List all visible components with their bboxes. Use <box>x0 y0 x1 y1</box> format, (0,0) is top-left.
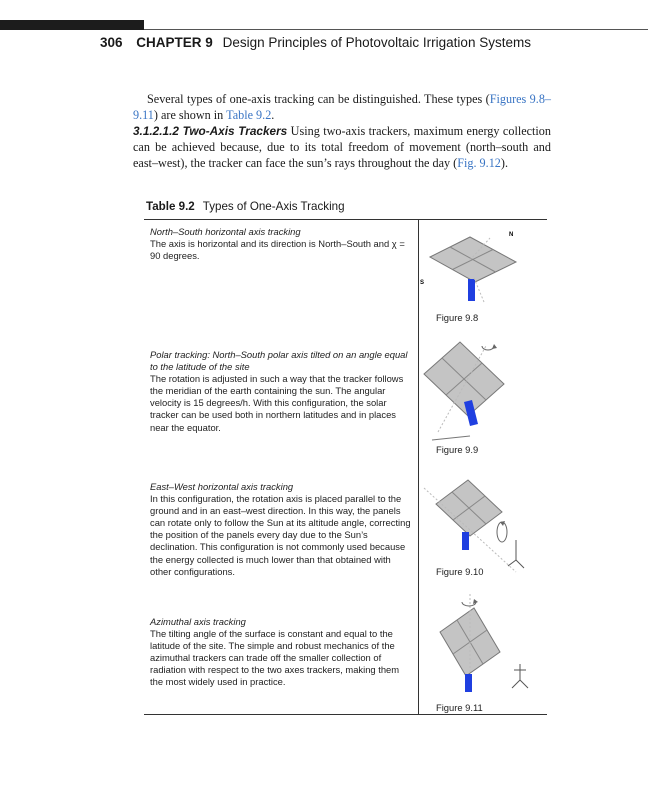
row-heading: North–South horizontal axis tracking <box>150 226 301 237</box>
chapter-label: CHAPTER 9 <box>136 35 213 50</box>
figure-9-11-image <box>420 594 535 700</box>
table-row <box>150 226 412 262</box>
row-description: The axis is horizontal and its direction is North–South and χ = 90 degrees. <box>150 238 405 262</box>
row-description: The rotation is adjusted in such a way that the tracker follows the meridian of the earth containing the sun. The angular velocity is 15 degrees/h. With this configuration, the solar tracker can be used both in northern latitudes and in places near the equator. <box>150 373 404 433</box>
table-top-rule <box>144 219 547 220</box>
table-link[interactable]: Table 9.2 <box>226 107 272 122</box>
figure-link[interactable]: Fig. 9.12 <box>457 155 501 170</box>
row-description: The tilting angle of the surface is constant and equal to the latitude of the site. The simple and robust mechanics of the azimuthal trackers can trade off the smaller collection of radiation with respect to the two axes trackers, making them the most widely used in practice. <box>150 628 400 688</box>
table-row <box>150 616 412 689</box>
figure-9-9-image <box>420 336 530 446</box>
running-header <box>100 35 531 50</box>
row-heading: Polar tracking: North–South polar axis tilted on an angle equal to the latitude of the site <box>150 349 408 373</box>
chapter-title: Design Principles of Photovoltaic Irrigation Systems <box>222 35 531 50</box>
figure-9-11-caption: Figure 9.11 <box>436 702 483 713</box>
south-label: S <box>420 280 425 286</box>
table-title <box>146 200 345 213</box>
table-label: Table 9.2 <box>146 200 195 213</box>
figure-9-9-caption: Figure 9.9 <box>436 444 479 455</box>
table-caption: Types of One-Axis Tracking <box>202 200 345 213</box>
paragraph-one-axis: Several types of one-axis tracking can be distinguished. These types (Figures 9.8–9.11) are shown in Table 9.2. <box>133 92 552 122</box>
section-heading: 3.1.2.1.2 Two-Axis Trackers <box>133 123 288 138</box>
figure-9-8-caption: Figure 9.8 <box>436 312 479 323</box>
figure-9-8-image <box>420 222 530 310</box>
paragraph-two-axis: 3.1.2.1.2 Two-Axis Trackers Using two-axis trackers, maximum energy collection can be achieved because, due to its total freedom of movement (north–south and east–west), the tracker can face the sun’s rays throughout the day (Fig. 9.12). <box>133 123 551 170</box>
header-rule <box>144 29 648 30</box>
table-column-divider <box>418 219 419 715</box>
row-heading: Azimuthal axis tracking <box>150 616 246 627</box>
figures-link[interactable]: Figures 9.8–9.11 <box>133 92 552 122</box>
north-label: N <box>509 232 514 238</box>
page-number: 306 <box>100 35 123 50</box>
figure-9-10-image <box>420 476 530 576</box>
table-row <box>150 481 412 578</box>
figure-9-10-caption: Figure 9.10 <box>436 566 484 577</box>
body-text <box>133 92 551 172</box>
table-bottom-rule <box>144 714 547 715</box>
header-bar <box>0 20 144 30</box>
row-description: In this configuration, the rotation axis is placed parallel to the ground and in an east–west direction. In this way, the panels can rotate only to follow the Sun at its altitude angle, correcting the position of the panels every day due to the Sun’s declination. This configuration is not commonly used because the energy collected is much lower than that obtained with other configurations. <box>150 493 411 577</box>
row-heading: East–West horizontal axis tracking <box>150 481 294 492</box>
table-row <box>150 349 412 434</box>
